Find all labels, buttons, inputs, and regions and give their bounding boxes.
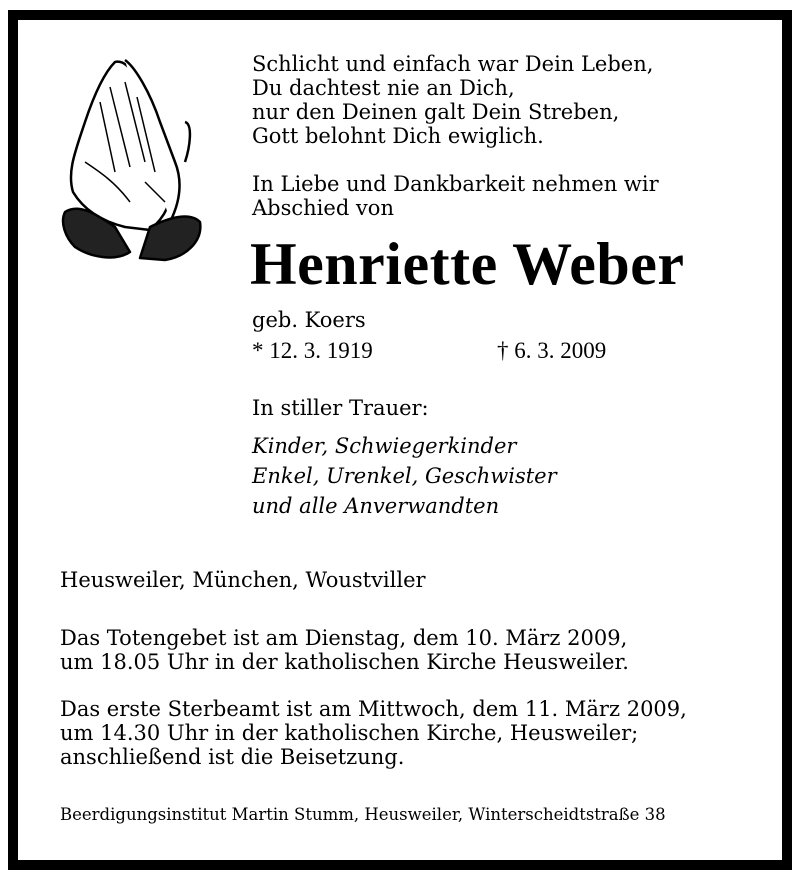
poem-line: Du dachtest nie an Dich, — [252, 76, 515, 100]
poem-line: nur den Deinen galt Dein Streben, — [252, 100, 620, 124]
requiem-line: Das erste Sterbeamt ist am Mittwoch, dem 11. März 2009, — [60, 697, 687, 721]
places: Heusweiler, München, Woustviller — [60, 568, 426, 592]
mourner-line: Enkel, Urenkel, Geschwister — [252, 464, 557, 488]
funeral-home: Beerdigungsinstitut Martin Stumm, Heusweiler, Winterscheidtstraße 38 — [60, 805, 666, 824]
deceased-name: Henriette Weber — [250, 231, 685, 297]
praying-hands-icon — [55, 52, 205, 264]
death-date: † 6. 3. 2009 — [497, 338, 607, 363]
maiden-name: geb. Koers — [252, 308, 366, 332]
requiem-line: um 14.30 Uhr in der katholischen Kirche, Heusweiler; — [60, 721, 639, 745]
birth-date: * 12. 3. 1919 — [252, 338, 373, 363]
mourner-line: Kinder, Schwiegerkinder — [252, 434, 517, 458]
requiem-line: anschließend ist die Beisetzung. — [60, 745, 405, 769]
poem-line: Gott belohnt Dich ewiglich. — [252, 124, 544, 148]
prayer-line: um 18.05 Uhr in der katholischen Kirche Heusweiler. — [60, 650, 629, 674]
mourning-heading: In stiller Trauer: — [252, 396, 429, 420]
prayer-line: Das Totengebet ist am Dienstag, dem 10. März 2009, — [60, 626, 628, 650]
farewell-line: In Liebe und Dankbarkeit nehmen wir — [252, 172, 659, 196]
poem-line: Schlicht und einfach war Dein Leben, — [252, 52, 654, 76]
mourner-line: und alle Anverwandten — [252, 494, 500, 518]
farewell-line: Abschied von — [252, 196, 394, 220]
